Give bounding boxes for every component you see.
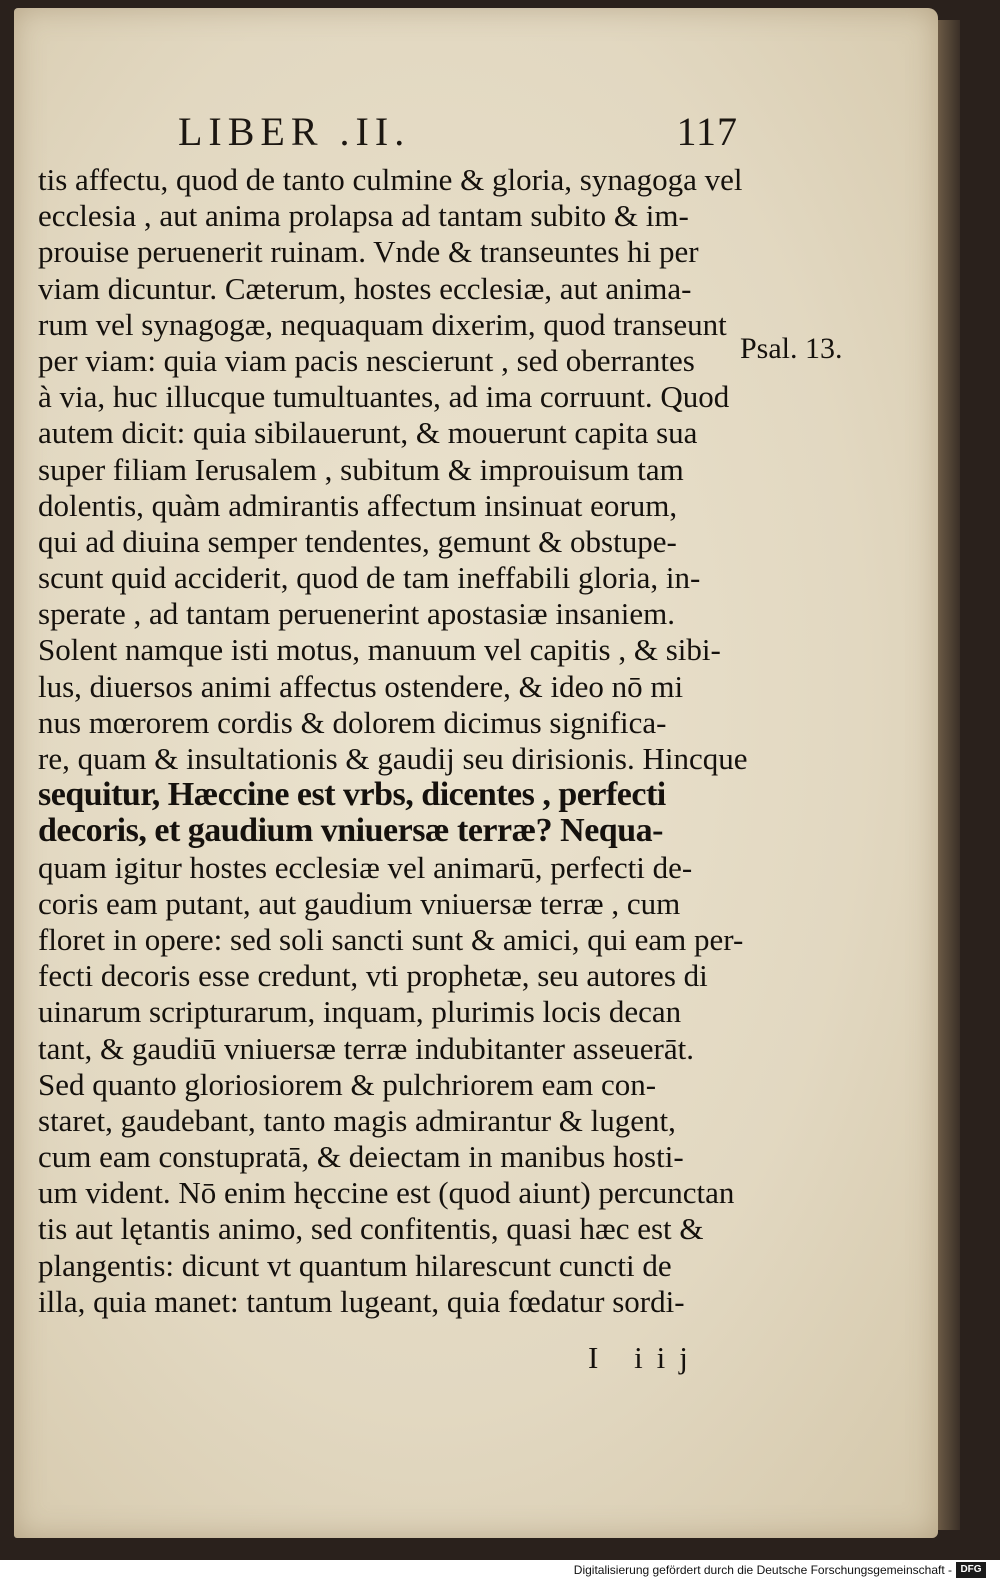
text-line: dolentis, quàm admirantis affectum insinuat eorum, (38, 487, 678, 523)
text-line: viam dicuntur. Cæterum, hostes ecclesiæ, aut anima- (38, 270, 692, 306)
text-line: prouise peruenerit ruinam. Vnde & transeuntes hi per (38, 234, 699, 270)
text-line: autem dicit: quia sibilauerunt, & mouerunt capita sua (38, 415, 698, 451)
text-line: qui ad diuina semper tendentes, gemunt & obstupe- (38, 523, 677, 559)
text-line: plangentis: dicunt vt quantum hilarescunt cuncti de (38, 1247, 672, 1283)
text-line: sperate , ad tantam peruenerint apostasiæ insaniem. (38, 596, 676, 632)
text-line: à via, huc illucque tumultuantes, ad ima corruunt. Quod (38, 379, 730, 415)
book-page-edge (938, 20, 960, 1530)
text-line: staret, gaudebant, tanto magis admirantur & lugent, (38, 1102, 676, 1138)
text-line: um vident. Nō enim hęccine est (quod aiunt) percunctan (38, 1175, 735, 1211)
text-line: nus mœrorem cordis & dolorem dicimus significa- (38, 704, 667, 740)
body-text (38, 162, 766, 1320)
running-head (178, 108, 738, 158)
text-line: lus, diuersos animi affectus ostendere, & ideo nō mi (38, 668, 684, 704)
text-line: cum eam constupratā, & deiectam in manibus hosti- (38, 1139, 684, 1175)
text-line: Sed quanto gloriosiorem & pulchriorem eam con- (38, 1066, 657, 1102)
marginal-note: Psal. 13. (740, 332, 843, 365)
text-line: scunt quid acciderit, quod de tam ineffabili gloria, in- (38, 560, 701, 596)
text-line: floret in opere: sed soli sancti sunt & amici, qui eam per- (38, 921, 744, 957)
text-line: quam igitur hostes ecclesiæ vel animarū, perfecti de- (38, 849, 693, 885)
quotation-line: decoris, et gaudium vniuersæ terræ? Nequa- (38, 812, 663, 850)
text-line: re, quam & insultationis & gaudij seu dirisionis. Hincque (38, 741, 748, 776)
footer-bar (0, 1560, 1000, 1582)
text-line: fecti decoris esse credunt, vti prophetæ, seu autores di (38, 958, 708, 994)
signature-mark: I iij (588, 1340, 702, 1375)
quotation-line: sequitur, Hæccine est vrbs, dicentes , perfecti (38, 776, 666, 814)
funding-credit: Digitalisierung gefördert durch die Deutsche Forschungsgemeinschaft - (573, 1563, 952, 1577)
text-line: tis aut lętantis animo, sed confitentis, quasi hæc est & (38, 1211, 704, 1247)
text-line: tant, & gaudiū vniuersæ terræ indubitanter asseuerāt. (38, 1030, 694, 1066)
text-line: rum vel synagogæ, nequaquam dixerim, quod transeunt (38, 306, 727, 342)
text-line: illa, quia manet: tantum lugeant, quia fœdatur sordi- (38, 1283, 685, 1319)
text-line: tis affectu, quod de tanto culmine & gloria, synagoga vel (38, 162, 743, 197)
text-line: uinarum scripturarum, inquam, plurimis locis decan (38, 994, 682, 1030)
text-line: Solent namque isti motus, manuum vel capitis , & sibi- (38, 632, 721, 668)
dfg-logo: DFG (956, 1562, 986, 1578)
running-head-title: LIBER .II. (178, 109, 411, 154)
text-line: per viam: quia viam pacis nescierunt , sed oberrantes (38, 342, 695, 378)
text-line: ecclesia , aut anima prolapsa ad tantam subito & im- (38, 198, 689, 234)
text-line: coris eam putant, aut gaudium vniuersæ terræ , cum (38, 885, 681, 921)
text-line: super filiam Ierusalem , subitum & improuisum tam (38, 451, 684, 487)
folio-number: 117 (676, 109, 738, 154)
